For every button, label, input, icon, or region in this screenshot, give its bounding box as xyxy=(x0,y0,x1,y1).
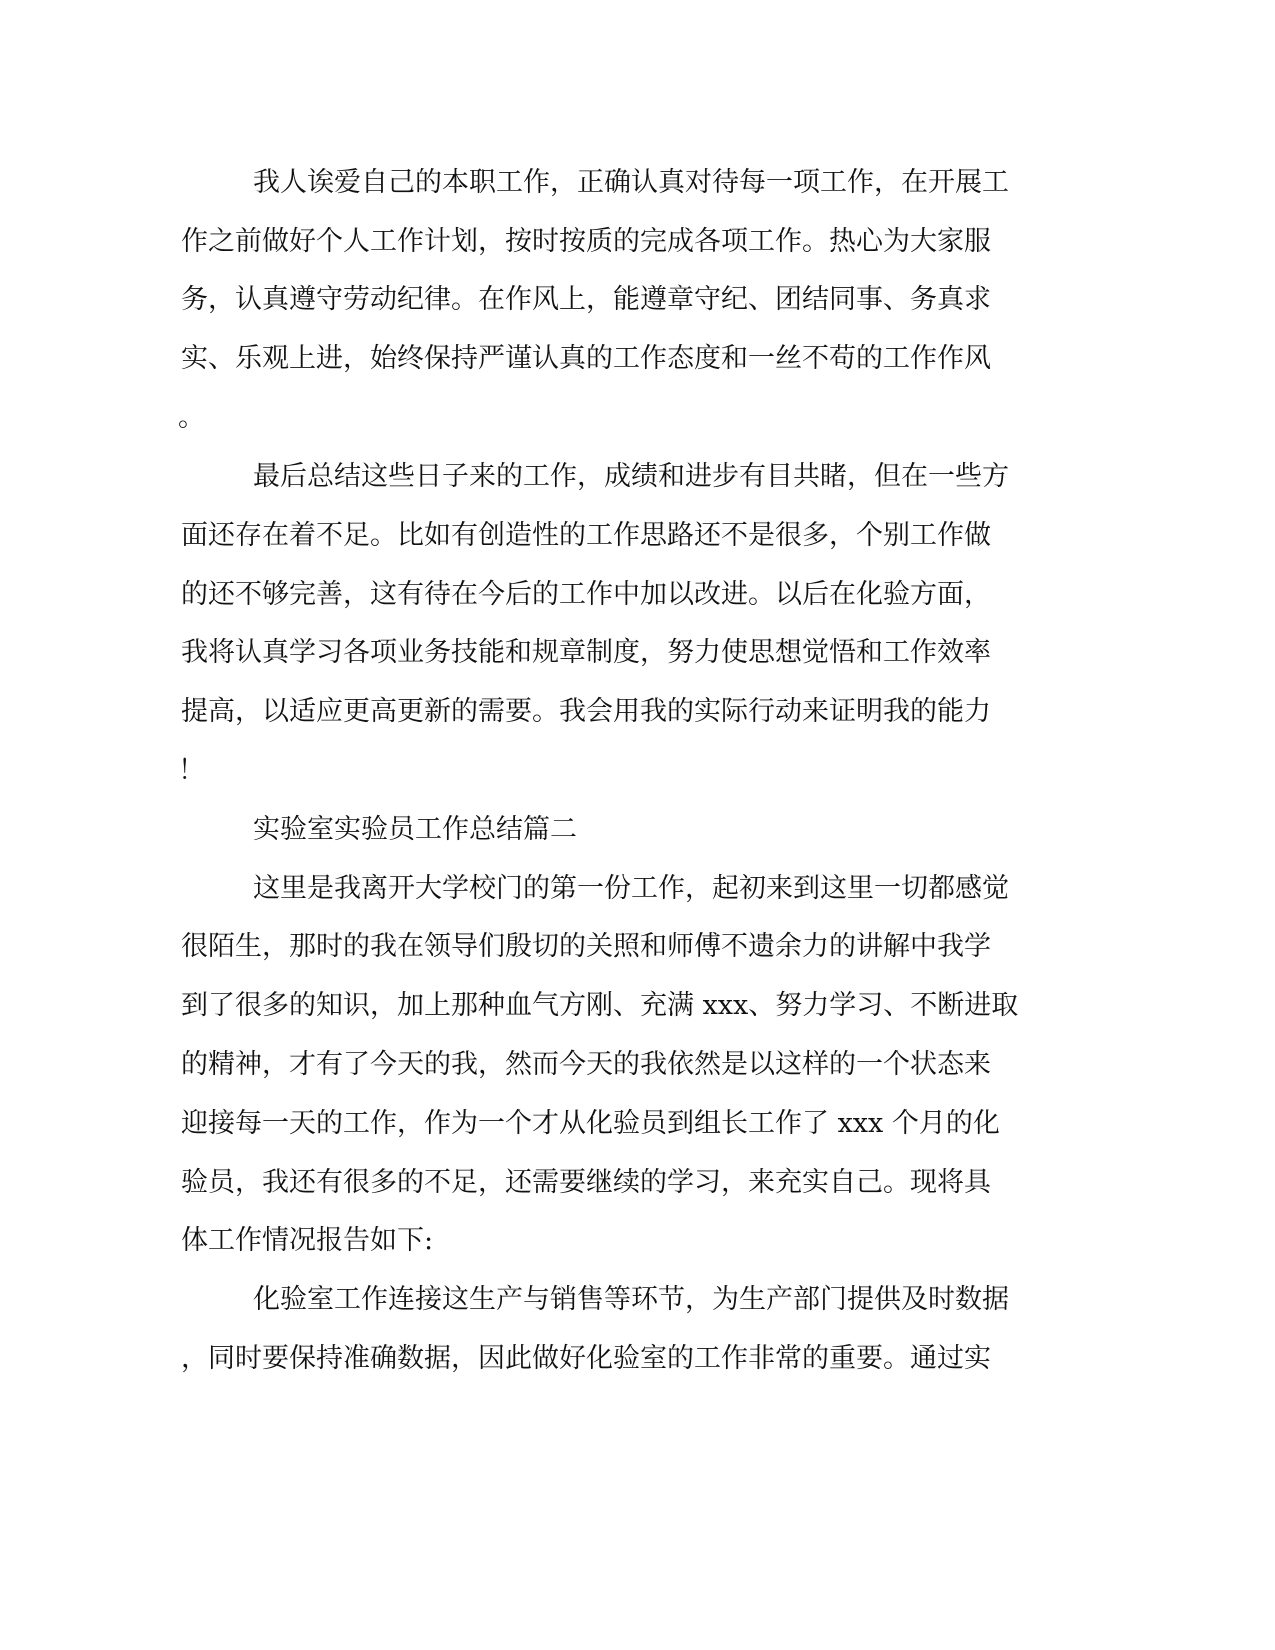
text-line: 迎接每一天的工作，作为一个才从化验员到组长工作了 xxx 个月的化 xyxy=(181,1108,1000,1139)
text-line: 体工作情况报告如下: xyxy=(181,1225,434,1256)
text-line: 这里是我离开大学校门的第一份工作，起初来到这里一切都感觉 xyxy=(253,873,1009,904)
text-line: 我人诶爱自己的本职工作，正确认真对待每一项工作，在开展工 xyxy=(253,167,1009,198)
text-line: 化验室工作连接这生产与销售等环节，为生产部门提供及时数据 xyxy=(253,1284,1009,1315)
text-line: 作之前做好个人工作计划，按时按质的完成各项工作。热心为大家服 xyxy=(181,226,991,257)
text-line: 验员，我还有很多的不足，还需要继续的学习，来充实自己。现将具 xyxy=(181,1167,991,1198)
text-line: 提高，以适应更高更新的需要。我会用我的实际行动来证明我的能力 xyxy=(181,696,991,727)
text-line: 很陌生，那时的我在领导们殷切的关照和师傅不遗余力的讲解中我学 xyxy=(181,931,991,962)
text-line: 我将认真学习各项业务技能和规章制度，努力使思想觉悟和工作效率 xyxy=(181,637,991,668)
text-line: ！ xyxy=(178,755,205,786)
text-line: 面还存在着不足。比如有创造性的工作思路还不是很多，个别工作做 xyxy=(181,520,991,551)
text-line: 实、乐观上进，始终保持严谨认真的工作态度和一丝不苟的工作作风 xyxy=(181,343,991,374)
text-line: 务，认真遵守劳动纪律。在作风上，能遵章守纪、团结同事、务真求 xyxy=(181,284,991,315)
text-line: 最后总结这些日子来的工作，成绩和进步有目共睹，但在一些方 xyxy=(253,461,1009,492)
text-line: 。 xyxy=(178,402,205,433)
section-heading: 实验室实验员工作总结篇二 xyxy=(253,814,577,845)
text-line: 的还不够完善，这有待在今后的工作中加以改进。以后在化验方面， xyxy=(181,579,991,610)
text-line: 到了很多的知识，加上那种血气方刚、充满 xxx、努力学习、不断进取 xyxy=(181,990,1019,1021)
text-line: ，同时要保持准确数据，因此做好化验室的工作非常的重要。通过实 xyxy=(181,1343,991,1374)
text-line: 的精神，才有了今天的我，然而今天的我依然是以这样的一个状态来 xyxy=(181,1049,991,1080)
